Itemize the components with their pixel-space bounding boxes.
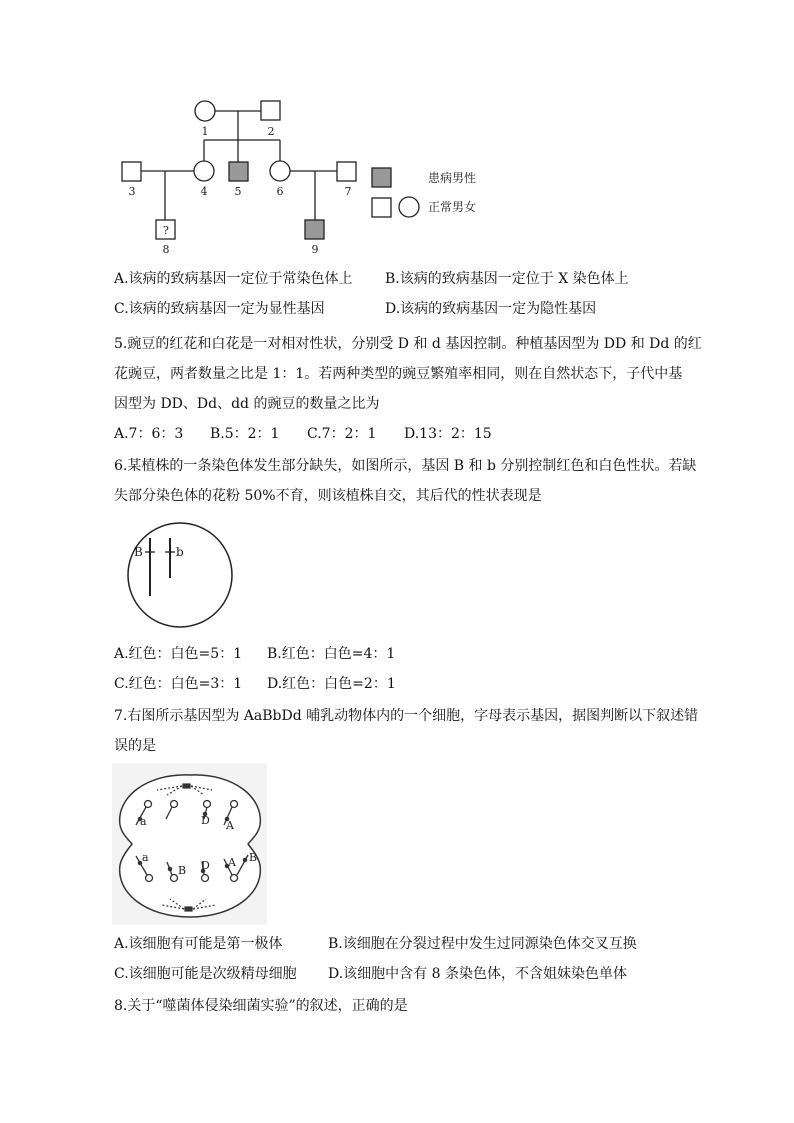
individual-3 xyxy=(122,162,141,181)
label-bottom-d: D xyxy=(201,859,210,872)
q5-option-a: A.7：6：3 xyxy=(114,426,184,442)
q7-line-2: 误的是 xyxy=(114,738,156,754)
individual-7 xyxy=(337,162,356,181)
q4-option-c: C.该病的致病基因一定为显性基因 xyxy=(114,301,325,317)
unknown-mark: ? xyxy=(163,224,169,237)
q7-option-a: A.该细胞有可能是第一极体 xyxy=(114,936,283,952)
q5-option-b: B.5：2：1 xyxy=(210,426,280,442)
q4-option-b: B.该病的致病基因一定位于 X 染色体上 xyxy=(385,271,629,287)
label-bottom-b: B xyxy=(178,864,187,877)
label-9: 9 xyxy=(311,243,319,256)
cell-outline xyxy=(128,523,232,627)
q7-option-c: C.该细胞可能是次级精母细胞 xyxy=(114,966,297,982)
pedigree-diagram xyxy=(110,95,490,260)
label-big-b: B xyxy=(134,545,143,559)
label-bottom-a: a xyxy=(142,851,149,864)
legend-normal-male-symbol xyxy=(372,198,391,217)
q5-line-2: 花豌豆，两者数量之比是 1：1。若两种类型的豌豆繁殖率相同，则在自然状态下，子代中基 xyxy=(114,366,683,382)
q5-option-d: D.13：2：15 xyxy=(404,426,492,442)
q5-line-1: 5.豌豆的红花和白花是一对相对性状，分别受 D 和 d 基因控制。种植基因型为 DD 和 Dd 的红 xyxy=(114,336,702,352)
cell-membrane xyxy=(120,775,261,917)
label-7: 7 xyxy=(344,185,352,198)
q6-option-d: D.红色：白色=2：1 xyxy=(267,676,396,692)
legend-normal-female-symbol xyxy=(399,197,419,217)
q6-option-a: A.红色：白色=5：1 xyxy=(114,646,243,662)
label-top-a: a xyxy=(140,815,147,828)
individual-6 xyxy=(270,161,290,181)
q7-option-b: B.该细胞在分裂过程中发生过同源染色体交叉互换 xyxy=(328,936,637,952)
q6-option-c: C.红色：白色=3：1 xyxy=(114,676,243,692)
individual-5-affected-male xyxy=(229,162,248,181)
label-1: 1 xyxy=(201,125,209,138)
individual-2 xyxy=(261,101,280,120)
dividing-cell-figure xyxy=(112,763,267,925)
q6-option-b: B.红色：白色=4：1 xyxy=(267,646,396,662)
q8-line-1: 8.关于“噬菌体侵染细菌实验”的叙述，正确的是 xyxy=(114,998,408,1014)
label-top-big-a: A xyxy=(226,819,234,832)
label-8: 8 xyxy=(162,243,170,256)
chromosome-figure xyxy=(110,520,260,632)
label-small-b: b xyxy=(176,545,184,559)
label-3: 3 xyxy=(128,185,136,198)
q7-option-d: D.该细胞中含有 8 条染色体，不含姐妹染色单体 xyxy=(328,966,627,982)
label-top-d: D xyxy=(201,814,210,827)
q4-option-a: A.该病的致病基因一定位于常染色体上 xyxy=(114,271,353,287)
q4-option-d: D.该病的致病基因一定为隐性基因 xyxy=(385,301,597,317)
label-4: 4 xyxy=(200,185,208,198)
label-5: 5 xyxy=(234,185,242,198)
individual-9-affected-male xyxy=(305,220,324,239)
q5-line-3: 因型为 DD、Dd、dd 的豌豆的数量之比为 xyxy=(114,396,380,412)
individual-1 xyxy=(195,101,215,121)
individual-4 xyxy=(194,161,214,181)
q6-line-2: 失部分染色体的花粉 50%不育，则该植株自交，其后代的性状表现是 xyxy=(114,488,542,504)
legend-normal-label: 正常男女 xyxy=(428,200,477,214)
label-2: 2 xyxy=(267,125,275,138)
q7-line-1: 7.右图所示基因型为 AaBbDd 哺乳动物体内的一个细胞，字母表示基因，据图判断以下叙述错 xyxy=(114,708,699,724)
label-6: 6 xyxy=(276,185,284,198)
q5-option-c: C.7：2：1 xyxy=(307,426,377,442)
label-right-b: B xyxy=(249,851,258,864)
label-bottom-big-a: A xyxy=(228,856,236,869)
q6-line-1: 6.某植株的一条染色体发生部分缺失，如图所示，基因 B 和 b 分别控制红色和白色性状。若缺 xyxy=(114,458,697,474)
legend-affected-male-symbol xyxy=(372,168,391,187)
legend-affected-male-label: 患病男性 xyxy=(428,171,477,185)
